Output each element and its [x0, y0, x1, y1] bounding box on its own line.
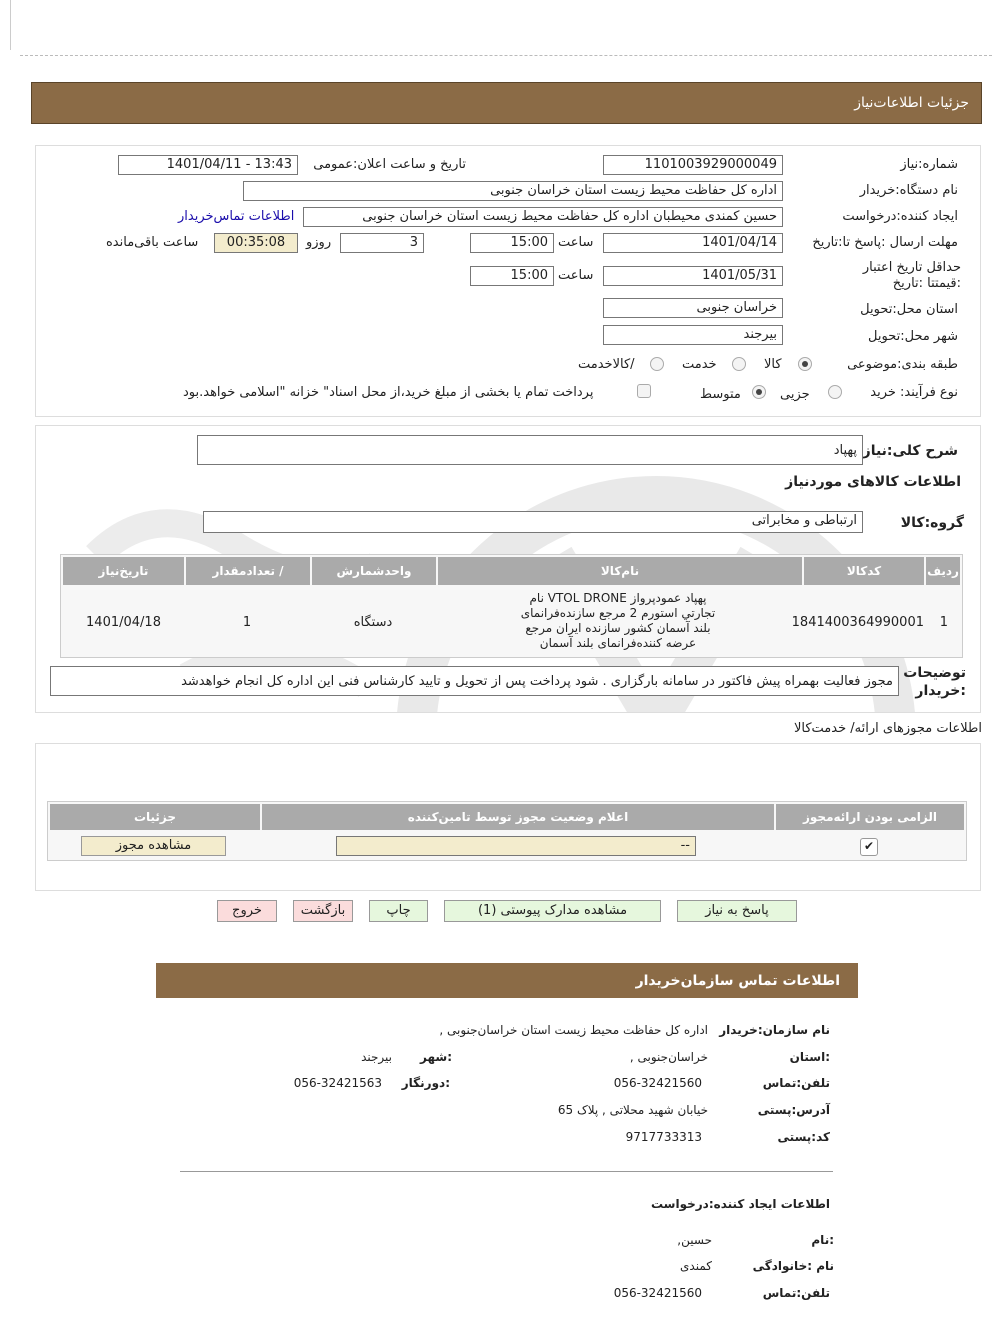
- process-medium-label: متوسط: [700, 387, 741, 402]
- print-button[interactable]: چاپ: [369, 900, 428, 922]
- creator-phone-value: 056-32421560: [613, 1286, 702, 1300]
- contact-address-value: خیابان شهید محلاتی , پلاک 65: [557, 1103, 708, 1117]
- cell-name-line: بلند آسمان کشور سازنده ایران مرجع: [525, 621, 711, 635]
- creator-label: ایجاد کننده:درخواست: [842, 209, 958, 224]
- left-edge-line: [10, 0, 11, 50]
- province-field: خراسان جنوبی: [603, 298, 783, 318]
- goods-info-title: اطلاعات کالاهای موردنیاز: [785, 474, 961, 490]
- deadline-date-field: 1401/04/14: [603, 233, 783, 253]
- process-partial-radio[interactable]: [828, 385, 842, 399]
- payment-note: پرداخت تمام یا بخشی از مبلغ خرید،از محل اسناد" خزانه "اسلامی خواهد.بود: [183, 385, 594, 400]
- page-header-bar: [31, 82, 982, 124]
- col-header-unit: واحدشمارش: [312, 557, 436, 585]
- license-table: [47, 801, 967, 861]
- buyer-notes-label: توضیحات :خریدار: [903, 665, 966, 699]
- license-col-details: جزئیات: [50, 804, 260, 830]
- description-field: پهپاد: [197, 435, 863, 465]
- contact-province-value: خراسان‌جنوبی ,: [629, 1050, 708, 1064]
- remaining-time-field: 00:35:08: [214, 233, 298, 253]
- creator-field: حسین کمندی محیطبان اداره کل حفاظت محیط زیست استان خراسان جنوبی: [303, 207, 783, 227]
- cell-date: 1401/04/18: [86, 615, 161, 630]
- creator-name-value: حسین,: [677, 1233, 712, 1247]
- category-goods-radio[interactable]: [798, 357, 812, 371]
- payment-checkbox[interactable]: [637, 384, 651, 398]
- process-label: نوع فرآیند: خرید: [870, 385, 958, 400]
- description-label: شرح کلی:نیاز: [862, 443, 958, 459]
- contact-org-label: نام سازمان:خریدار: [719, 1023, 830, 1037]
- cell-code: 1841400364990001: [791, 615, 924, 630]
- city-label: شهر محل:تحویل: [868, 329, 958, 344]
- contact-phone-label: تلفن:تماس: [762, 1076, 830, 1090]
- cell-idx: 1: [939, 615, 948, 630]
- back-button[interactable]: بازگشت: [293, 900, 353, 922]
- col-header-name: نام‌کالا: [438, 557, 802, 585]
- license-col-status: اعلام وضعیت مجوز توسط تامین‌کننده: [262, 804, 774, 830]
- page-header-title: جزئیات اطلاعات‌نیاز: [854, 95, 969, 111]
- cell-name: [436, 591, 800, 651]
- buyer-label: نام دستگاه:خریدار: [859, 183, 958, 198]
- creator-info-title: اطلاعات ایجاد کننده:درخواست: [650, 1197, 830, 1211]
- contact-city-label: :شهر: [420, 1050, 452, 1064]
- reply-button[interactable]: پاسخ به نیاز: [677, 900, 797, 922]
- contact-header-title: اطلاعات تماس سازمان‌خریدار: [635, 973, 840, 989]
- validity-time-label: ساعت: [558, 268, 594, 283]
- contact-city-value: بیرجند: [361, 1050, 392, 1064]
- category-label: طبقه بندی:موضوعی: [847, 357, 958, 372]
- view-license-button[interactable]: مشاهده مجوز: [81, 836, 226, 856]
- creator-family-label: نام :خانوادگی: [752, 1259, 834, 1273]
- goods-table: [60, 554, 963, 658]
- category-goods-service-label: /کالاخدمت: [578, 357, 635, 372]
- category-service-radio[interactable]: [732, 357, 746, 371]
- col-header-date: تاریخ‌نیاز: [63, 557, 184, 585]
- col-header-qty: / تعدادمقدار: [186, 557, 310, 585]
- category-goods-label: کالا: [764, 357, 782, 372]
- license-status-field: --: [336, 836, 696, 856]
- contact-province-label: :استان: [789, 1050, 830, 1064]
- announce-label: تاریخ و ساعت اعلان:عمومی: [313, 157, 466, 172]
- validity-date-field: 1401/05/31: [603, 266, 783, 286]
- process-medium-radio[interactable]: [752, 385, 766, 399]
- license-section-title: اطلاعات مجوزهای ارائه/ خدمت‌کالا: [793, 721, 982, 736]
- need-number-label: شماره:نیاز: [900, 157, 958, 172]
- days-field: 3: [340, 233, 424, 253]
- contact-divider: [180, 1171, 833, 1172]
- remaining-label: ساعت باقی‌مانده: [106, 235, 199, 250]
- col-header-code: کدکالا: [804, 557, 924, 585]
- contact-header-bar: [156, 963, 858, 998]
- category-goods-service-radio[interactable]: [650, 357, 664, 371]
- group-label: گروه:کالا: [900, 515, 964, 531]
- creator-family-value: کمندی: [680, 1259, 712, 1273]
- deadline-time-label: ساعت: [558, 235, 594, 250]
- need-number-field: 1101003929000049: [603, 155, 783, 175]
- creator-phone-label: تلفن:تماس: [762, 1286, 830, 1300]
- buyer-field: اداره کل حفاظت محیط زیست استان خراسان جنوبی: [243, 181, 783, 201]
- province-label: استان محل:تحویل: [860, 302, 958, 317]
- city-field: بیرجند: [603, 325, 783, 345]
- attachments-button[interactable]: مشاهده مدارک پیوستی (1): [444, 900, 661, 922]
- category-service-label: خدمت: [682, 357, 717, 372]
- buyer-notes-field: مجوز فعالیت بهمراه پیش فاکتور در سامانه بارگزاری . شود پرداخت پس از تحویل و تایید کارشناس فنی این اداره کل انجام خواهدشد: [50, 666, 899, 696]
- exit-button[interactable]: خروج: [217, 900, 277, 922]
- deadline-time-field: 15:00: [470, 233, 554, 253]
- col-header-row: ردیف: [926, 557, 960, 585]
- contact-fax-label: :دورنگار: [401, 1076, 450, 1090]
- contact-fax-value: 056-32421563: [293, 1076, 382, 1090]
- cell-unit: دستگاه: [353, 615, 393, 630]
- cell-name-line: تجارتي استورم 2 مرجع سازنده‌فرانمای: [520, 606, 716, 620]
- validity-label: حداقل تاریخ اعتبار :قیمتتا :تاریخ: [862, 260, 961, 291]
- license-col-required: الزامی بودن ارائه‌مجوز: [776, 804, 964, 830]
- contact-postal-value: 9717733313: [625, 1130, 702, 1144]
- top-divider: [20, 55, 992, 56]
- deadline-label: مهلت ارسال :پاسخ تا:تاریخ: [812, 235, 958, 250]
- group-field: ارتباطی و مخابراتی: [203, 511, 863, 533]
- contact-address-label: آدرس:پستی: [757, 1103, 830, 1117]
- days-label: روزو: [306, 235, 332, 250]
- process-partial-label: جزیی: [780, 387, 810, 402]
- table-row[interactable]: [63, 587, 960, 655]
- cell-name-line: عرضه کننده‌فرانمای بلند آسمان: [539, 636, 697, 650]
- license-required-checkbox[interactable]: ✔: [860, 838, 878, 856]
- contact-phone-value: 056-32421560: [613, 1076, 702, 1090]
- contact-postal-label: کد:پستی: [777, 1130, 830, 1144]
- creator-name-label: :نام: [811, 1233, 834, 1247]
- contact-org-value: اداره کل حفاظت محیط زیست استان خراسان‌جنوبی ,: [439, 1023, 708, 1037]
- validity-time-field: 15:00: [470, 266, 554, 286]
- announce-field: 1401/04/11 - 13:43: [118, 155, 298, 175]
- buyer-contact-link[interactable]: اطلاعات تماس‌خریدار: [178, 209, 295, 224]
- cell-name-line: پهپاد عمودپرواز VTOL DRONE نام: [529, 591, 707, 605]
- cell-qty: 1: [242, 615, 252, 630]
